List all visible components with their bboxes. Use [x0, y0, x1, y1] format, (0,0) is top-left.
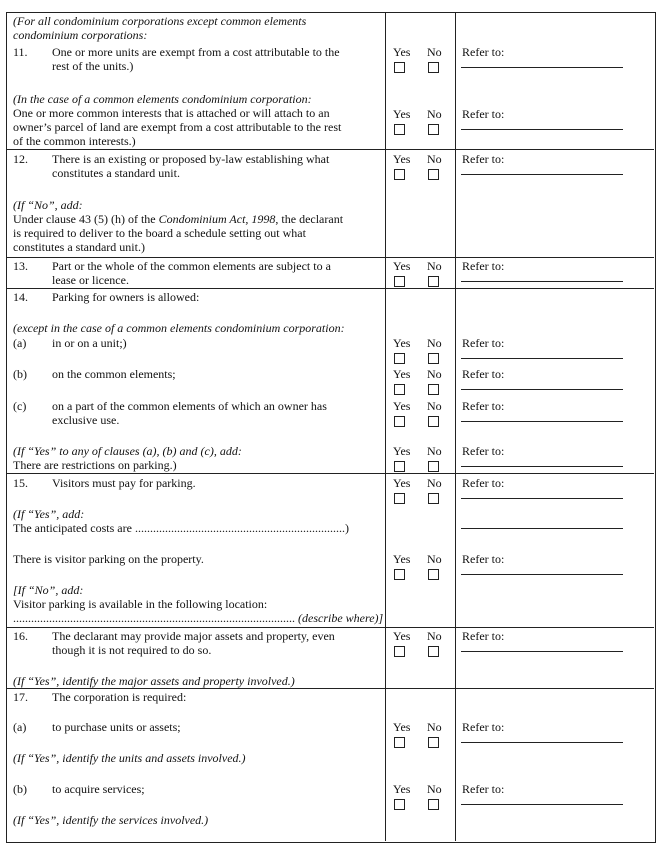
section-16-number: 16.	[13, 629, 28, 643]
section-16-if-yes: (If “Yes”, identify the major assets and property involved.)	[13, 674, 295, 688]
yes-checkbox[interactable]	[394, 799, 405, 810]
section-16-text: The declarant may provide major assets and property, even	[52, 629, 335, 643]
section-12-text: constitutes a standard unit.	[52, 166, 180, 180]
no-checkbox[interactable]	[428, 737, 439, 748]
refer-to-field[interactable]	[461, 574, 623, 575]
no-label: No	[427, 476, 442, 490]
yes-label: Yes	[393, 629, 411, 643]
section-15-visitor-text: There is visitor parking on the property.	[13, 552, 204, 566]
section-11-text: rest of the units.)	[52, 59, 134, 73]
yes-checkbox[interactable]	[394, 569, 405, 580]
refer-to-label: Refer to:	[462, 399, 505, 413]
refer-to-label: Refer to:	[462, 552, 505, 566]
yes-label: Yes	[393, 476, 411, 490]
section-15-text: Visitors must pay for parking.	[52, 476, 196, 490]
row-divider	[6, 288, 654, 289]
section-15-costs: The anticipated costs are ......................................................................)	[13, 521, 349, 535]
no-label: No	[427, 107, 442, 121]
refer-to-label: Refer to:	[462, 259, 505, 273]
section-11-alt-text: One or more common interests that is attached or will attach to an	[13, 106, 330, 120]
yes-checkbox[interactable]	[394, 353, 405, 364]
no-label: No	[427, 552, 442, 566]
yes-label: Yes	[393, 782, 411, 796]
no-checkbox[interactable]	[428, 646, 439, 657]
no-label: No	[427, 720, 442, 734]
refer-to-field[interactable]	[461, 528, 623, 529]
section-17-a-text: to purchase units or assets;	[52, 720, 181, 734]
yes-label: Yes	[393, 107, 411, 121]
yes-checkbox[interactable]	[394, 646, 405, 657]
refer-to-field[interactable]	[461, 742, 623, 743]
refer-to-label: Refer to:	[462, 782, 505, 796]
section-17-a-label: (a)	[13, 720, 27, 734]
section-11-intro: (For all condominium corporations except common elements	[13, 14, 307, 28]
section-15-if-yes: (If “Yes”, add:	[13, 507, 85, 521]
column-divider-1	[385, 12, 386, 841]
yes-label: Yes	[393, 336, 411, 350]
section-15-number: 15.	[13, 476, 28, 490]
section-11-intro: condominium corporations:	[13, 28, 148, 42]
no-label: No	[427, 336, 442, 350]
section-11-alt-text: of the common interests.)	[13, 134, 136, 148]
refer-to-field[interactable]	[461, 651, 623, 652]
section-17-text: The corporation is required:	[52, 690, 187, 704]
refer-to-field[interactable]	[461, 804, 623, 805]
yes-label: Yes	[393, 259, 411, 273]
section-13-text: lease or licence.	[52, 273, 129, 287]
refer-to-label: Refer to:	[462, 629, 505, 643]
yes-checkbox[interactable]	[394, 62, 405, 73]
section-14-c-text: on a part of the common elements of which an owner has	[52, 399, 327, 413]
no-checkbox[interactable]	[428, 493, 439, 504]
section-11-text: One or more units are exempt from a cost attributable to the	[52, 45, 340, 59]
no-checkbox[interactable]	[428, 416, 439, 427]
section-14-number: 14.	[13, 290, 28, 304]
yes-checkbox[interactable]	[394, 416, 405, 427]
section-17-b-text: to acquire services;	[52, 782, 145, 796]
row-divider	[6, 473, 654, 474]
yes-label: Yes	[393, 720, 411, 734]
section-13-text: Part or the whole of the common elements are subject to a	[52, 259, 331, 273]
no-checkbox[interactable]	[428, 124, 439, 135]
yes-checkbox[interactable]	[394, 124, 405, 135]
refer-to-field[interactable]	[461, 421, 623, 422]
section-17-number: 17.	[13, 690, 28, 704]
yes-label: Yes	[393, 552, 411, 566]
section-16-text: though it is not required to do so.	[52, 643, 212, 657]
yes-checkbox[interactable]	[394, 384, 405, 395]
refer-to-field[interactable]	[461, 67, 623, 68]
refer-to-label: Refer to:	[462, 107, 505, 121]
refer-to-label: Refer to:	[462, 720, 505, 734]
section-17-a-if-yes: (If “Yes”, identify the units and assets involved.)	[13, 751, 246, 765]
row-divider	[6, 257, 654, 258]
no-label: No	[427, 259, 442, 273]
section-12-add-text: constitutes a standard unit.)	[13, 240, 145, 254]
section-12-if-no: (If “No”, add:	[13, 198, 83, 212]
yes-checkbox[interactable]	[394, 461, 405, 472]
yes-label: Yes	[393, 444, 411, 458]
refer-to-label: Refer to:	[462, 336, 505, 350]
section-15-available: Visitor parking is available in the following location:	[13, 597, 268, 611]
yes-checkbox[interactable]	[394, 276, 405, 287]
section-12-add-text: Under clause 43 (5) (h) of the Condominium Act, 1998, the declarant	[13, 212, 344, 226]
no-label: No	[427, 152, 442, 166]
section-14-text: Parking for owners is allowed:	[52, 290, 200, 304]
refer-to-field[interactable]	[461, 129, 623, 130]
section-12-number: 12.	[13, 152, 28, 166]
section-12-add-text: is required to deliver to the board a schedule setting out what	[13, 226, 306, 240]
refer-to-label: Refer to:	[462, 45, 505, 59]
no-label: No	[427, 399, 442, 413]
yes-checkbox[interactable]	[394, 493, 405, 504]
column-divider-2	[455, 12, 456, 841]
refer-to-field[interactable]	[461, 281, 623, 282]
refer-to-field[interactable]	[461, 466, 623, 467]
refer-to-label: Refer to:	[462, 367, 505, 381]
no-label: No	[427, 45, 442, 59]
no-label: No	[427, 367, 442, 381]
section-14-c-label: (c)	[13, 399, 27, 413]
refer-to-field[interactable]	[461, 498, 623, 499]
section-14-c-text: exclusive use.	[52, 413, 120, 427]
section-11-alt-intro: (In the case of a common elements condominium corporation:	[13, 92, 312, 106]
section-11-alt-text: owner’s parcel of land are exempt from a cost attributable to the rest	[13, 120, 342, 134]
refer-to-label: Refer to:	[462, 152, 505, 166]
section-17-b-if-yes: (If “Yes”, identify the services involved.)	[13, 813, 209, 827]
no-label: No	[427, 782, 442, 796]
refer-to-field[interactable]	[461, 358, 623, 359]
yes-label: Yes	[393, 152, 411, 166]
no-checkbox[interactable]	[428, 169, 439, 180]
refer-to-field[interactable]	[461, 389, 623, 390]
no-checkbox[interactable]	[428, 461, 439, 472]
section-14-b-label: (b)	[13, 367, 27, 381]
section-17-b-label: (b)	[13, 782, 27, 796]
no-checkbox[interactable]	[428, 276, 439, 287]
row-divider	[6, 627, 654, 628]
yes-checkbox[interactable]	[394, 169, 405, 180]
section-15-if-no: [If “No”, add:	[13, 583, 84, 597]
no-checkbox[interactable]	[428, 569, 439, 580]
no-label: No	[427, 444, 442, 458]
yes-checkbox[interactable]	[394, 737, 405, 748]
refer-to-label: Refer to:	[462, 476, 505, 490]
section-14-if-yes: (If “Yes” to any of clauses (a), (b) and (c), add:	[13, 444, 242, 458]
no-checkbox[interactable]	[428, 353, 439, 364]
section-14-b-text: on the common elements;	[52, 367, 176, 381]
section-13-number: 13.	[13, 259, 28, 273]
section-14-a-label: (a)	[13, 336, 27, 350]
no-checkbox[interactable]	[428, 62, 439, 73]
section-12-text: There is an existing or proposed by-law establishing what	[52, 152, 330, 166]
refer-to-label: Refer to:	[462, 444, 505, 458]
no-checkbox[interactable]	[428, 384, 439, 395]
section-11-number: 11.	[13, 45, 28, 59]
section-14-restrictions: There are restrictions on parking.)	[13, 458, 177, 472]
no-label: No	[427, 629, 442, 643]
row-divider	[6, 149, 654, 150]
section-15-location: .............................................................................................. (describe where)]	[13, 611, 384, 625]
yes-label: Yes	[393, 399, 411, 413]
yes-label: Yes	[393, 45, 411, 59]
row-divider	[6, 688, 654, 689]
section-14-a-text: in or on a unit;)	[52, 336, 127, 350]
refer-to-field[interactable]	[461, 174, 623, 175]
yes-label: Yes	[393, 367, 411, 381]
no-checkbox[interactable]	[428, 799, 439, 810]
section-14-except: (except in the case of a common elements condominium corporation:	[13, 321, 345, 335]
